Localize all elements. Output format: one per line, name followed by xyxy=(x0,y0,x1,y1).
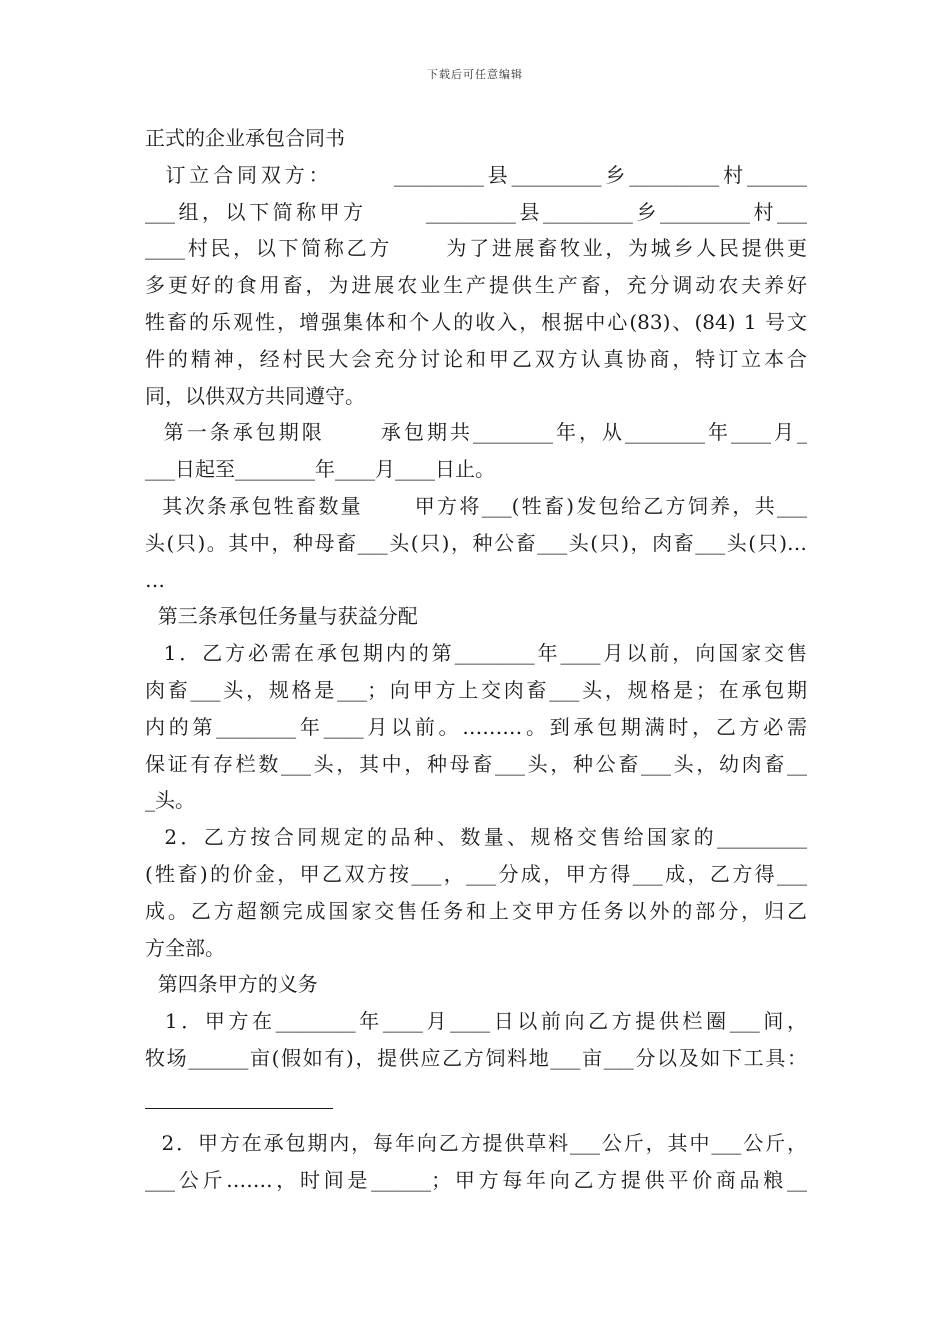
paragraph-line: 同，以供双方共同遵守。 xyxy=(145,383,365,408)
paragraph-line: … xyxy=(145,567,165,592)
article-2-heading-line: 其次条承包牲畜数量 甲方将___(牲畜)发包给乙方饲养，共___ xyxy=(145,493,807,518)
paragraph-line: ___组，以下简称甲方 _________县_________乡_________村___ xyxy=(145,199,807,224)
paragraph-line: 多更好的食用畜，为进展农业生产提供生产畜，充分调动农夫养好 xyxy=(145,273,807,298)
document-title: 正式的企业承包合同书 xyxy=(145,126,345,150)
paragraph-line: 内的第________年____月以前。………。到承包期满时，乙方必需 xyxy=(145,714,807,739)
contract-body xyxy=(145,120,807,1198)
paragraph-line: ____村民，以下简称乙方 为了进展畜牧业，为城乡人民提供更 xyxy=(145,236,807,261)
paragraph-line: (牲畜)的价金，甲乙双方按___，___分成，甲方得___成，乙方得___ xyxy=(145,861,807,886)
paragraph-line: 1．甲方在________年____月____日以前向乙方提供栏圈___间， xyxy=(145,1009,807,1034)
paragraph-line: 2．甲方在承包期内，每年向乙方提供草料___公斤，其中___公斤， xyxy=(145,1130,807,1155)
paragraph-line: 肉畜___头，规格是___；向甲方上交肉畜___头，规格是；在承包期 xyxy=(145,677,807,702)
page-header-note: 下载后可任意编辑 xyxy=(427,68,523,81)
paragraph-line: ___公斤…….，时间是______；甲方每年向乙方提供平价商品粮__ xyxy=(145,1167,807,1192)
paragraph-line: 牲畜的乐观性，增强集体和个人的收入，根据中心(83)、(84) 1 号文 xyxy=(145,309,807,334)
article-3-heading: 第三条承包任务量与获益分配 xyxy=(145,604,418,629)
paragraph-line: 方全部。 xyxy=(145,935,225,960)
paragraph-line: 成。乙方超额完成国家交售任务和上交甲方任务以外的部分，归乙 xyxy=(145,898,807,923)
paragraph-line: 牧场______亩(假如有)，提供应乙方饲料地___亩___分以及如下工具： xyxy=(145,1045,807,1070)
paragraph-line: 头(只)。其中，种母畜___头(只)，种公畜___头(只)，肉畜___头(只)… xyxy=(145,530,807,555)
paragraph-line: 2．乙方按合同规定的品种、数量、规格交售给国家的_________ xyxy=(145,825,807,850)
article-1-heading-line: 第一条承包期限 承包期共________年，从________年____月_ xyxy=(145,420,807,445)
paragraph-line: 件的精神，经村民大会充分讨论和甲乙双方认真协商，特订立本合 xyxy=(145,346,807,371)
article-4-heading: 第四条甲方的义务 xyxy=(145,972,318,997)
paragraph-line: 订立合同双方： _________县_________乡_________村______ xyxy=(145,162,807,187)
paragraph-line: _头。 xyxy=(145,788,195,813)
tools-blank-line xyxy=(145,1108,333,1109)
paragraph-line: ___日起至________年____月____日止。 xyxy=(145,457,495,482)
paragraph-line: 保证有存栏数___头，其中，种母畜___头，种公畜___头，幼肉畜__ xyxy=(145,751,807,776)
paragraph-line: 1．乙方必需在承包期内的第________年____月以前，向国家交售 xyxy=(145,641,807,666)
